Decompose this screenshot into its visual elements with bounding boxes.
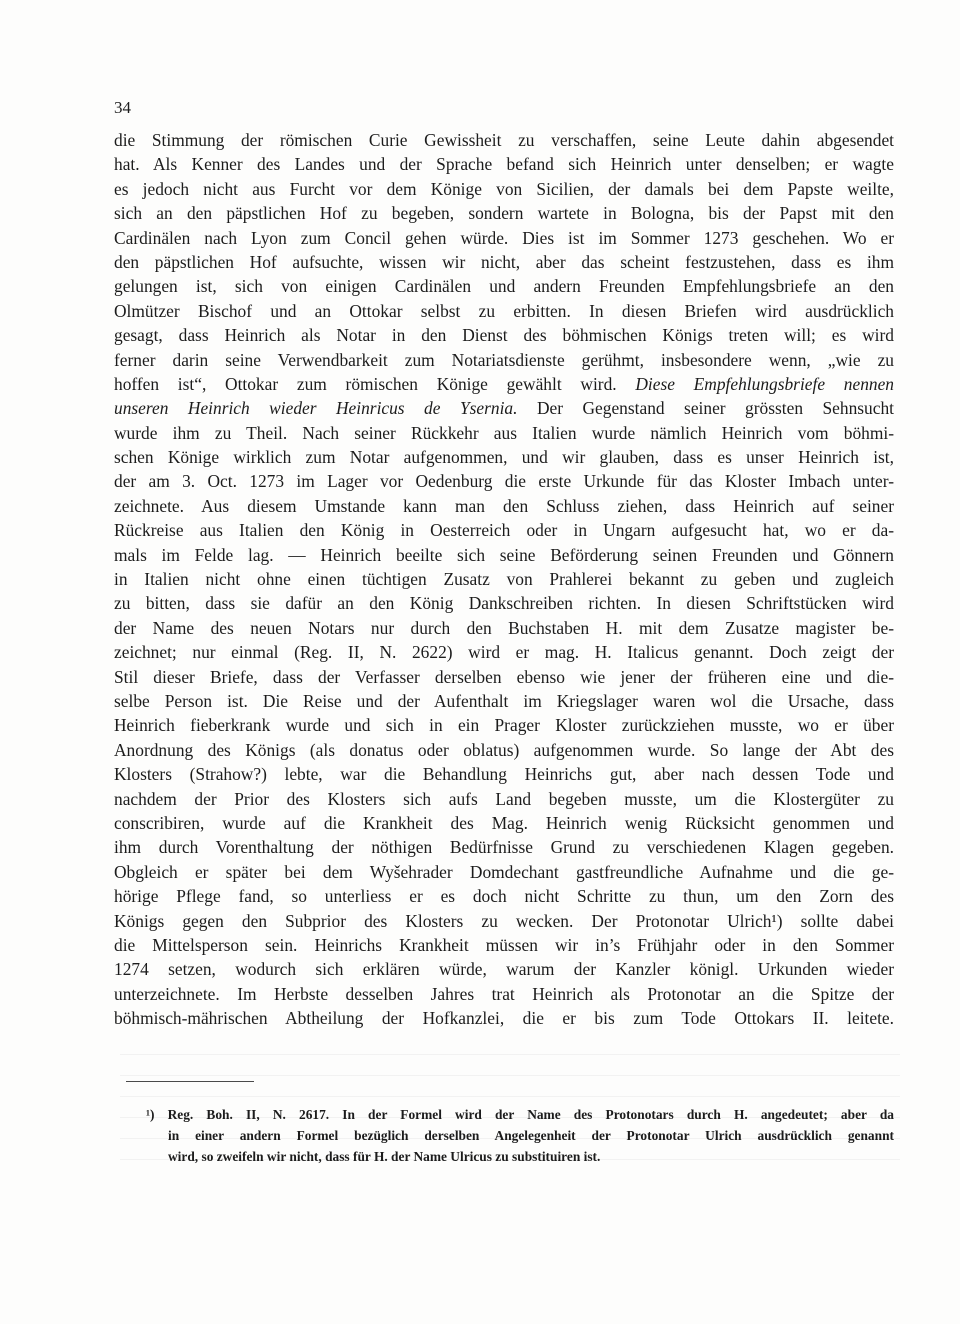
text-line: gesagt, dass Heinrich als Notar in den Dienst des böhmischen Königs treten will; es wird bbox=[114, 325, 894, 346]
footnote-line: wird, so zweifeln wir nicht, dass für H. der Name Ulricus zu substituiren ist. bbox=[168, 1149, 601, 1164]
text-line: zu bitten, dass sie dafür an den König Dankschreiben richten. In diesen Schriftstücken wird bbox=[114, 593, 894, 614]
text-line: böhmisch-mährischen Abtheilung der Hofkanzlei, die er bis zum Tode Ottokars II. leitete. bbox=[114, 1008, 894, 1029]
italic-text: unseren Heinrich wieder Heinricus de Ysernia. bbox=[114, 398, 518, 419]
footnote-line: ¹) Reg. Boh. II, N. 2617. In der Formel wird der Name des Protonotars durch H. angedeutet; aber da bbox=[146, 1107, 894, 1122]
text-line: hörige Pflege fand, so unterliess er es doch nicht Schritte zu thun, um den Zorn des bbox=[114, 886, 894, 907]
text-line: 1274 setzen, wodurch sich erklären würde, warum der Kanzler königl. Urkunden wieder bbox=[114, 959, 894, 980]
text-line: nachdem der Prior des Klosters sich aufs Land begeben musste, um die Klostergüter zu bbox=[114, 788, 894, 809]
text-line: selbe Person ist. Die Reise und der Aufenthalt im Kriegslager waren wol die Ursache, dass bbox=[114, 690, 894, 711]
text-line: Obgleich er später bei dem Wyšehrader Domdechant gastfreundliche Aufnahme und die ge- bbox=[114, 861, 894, 882]
body-text bbox=[114, 128, 894, 1030]
text-line: zeichnet; nur einmal (Reg. II, N. 2622) wird er mag. H. Italicus genannt. Doch zeigt der bbox=[114, 642, 894, 663]
text-line: den päpstlichen Hof aufsuchte, wissen wir nicht, aber das scheint festzustehen, dass es ihm bbox=[114, 251, 894, 272]
text-line: Cardinälen nach Lyon zum Concil gehen würde. Dies ist im Sommer 1273 geschehen. Wo er bbox=[114, 227, 894, 248]
footnote-line: in einer andern Formel bezüglich derselben Angelegenheit der Protonotar Ulrich ausdrücklich genannt bbox=[168, 1128, 894, 1143]
text-line: Klosters (Strahow?) lebte, war die Behandlung Heinrichs gut, aber nach dessen Tode und bbox=[114, 764, 894, 785]
text-line: der Name des neuen Notars nur durch den Buchstaben H. mit dem Zusatze magister be- bbox=[114, 617, 894, 638]
text-line: Anordnung des Königs (als donatus oder oblatus) aufgenommen wurde. So lange der Abt des bbox=[114, 739, 894, 760]
text-line: es jedoch nicht aus Furcht vor dem Könige von Sicilien, der damals bei dem Papste weilte, bbox=[114, 178, 894, 199]
text-line: schen Könige wirklich zum Notar aufgenommen, und wir glauben, dass es unser Heinrich ist, bbox=[114, 447, 894, 468]
text-line: die Mittelsperson sein. Heinrichs Krankheit müssen wir in’s Frühjahr oder in den Sommer bbox=[114, 934, 894, 955]
text-line: Rückreise aus Italien den König in Oesterreich oder in Ungarn aufgesucht hat, wo er da- bbox=[114, 520, 894, 541]
text-line: gelungen ist, sich von einigen Cardinälen und andern Freunden Empfehlungsbriefe an den bbox=[114, 276, 894, 297]
text-line: unterzeichnete. Im Herbste desselben Jahres trat Heinrich als Protonotar an die Spitze der bbox=[114, 983, 894, 1004]
text-line: Olmützer Bischof und an Ottokar selbst zu erbitten. In diesen Briefen wird ausdrücklich bbox=[114, 300, 894, 321]
text-line-roman: Der Gegenstand seiner grössten Sehnsucht bbox=[536, 398, 894, 419]
text-line: conscribiren, wurde auf die Krankheit des Mag. Heinrich wenig Rücksicht genommen und bbox=[114, 812, 894, 833]
text-line: ferner darin seine Verwendbarkeit zum Notariatsdienste gerühmt, insbesondere wenn, „wie zu bbox=[114, 349, 894, 370]
italic-text: Diese Empfehlungsbriefe nennen bbox=[635, 373, 894, 394]
text-line bbox=[114, 372, 894, 396]
text-line: hat. Als Kenner des Landes und der Sprache befand sich Heinrich unter denselben; er wagte bbox=[114, 154, 894, 175]
text-line-roman: hoffen ist“, Ottokar zum römischen Könige gewählt wird. bbox=[114, 373, 617, 394]
footnote-divider bbox=[126, 1081, 254, 1082]
text-line: mals im Felde lag. — Heinrich beeilte sich seine Beförderung seinen Freunden und Gönnern bbox=[114, 544, 894, 565]
text-line: Stil dieser Briefe, dass der Verfasser derselben ebenso wie jener der früheren eine und die- bbox=[114, 666, 894, 687]
footnotes bbox=[146, 1104, 894, 1167]
text-line: ihm durch Vorenthaltung der nöthigen Bedürfnisse Grund zu verschiedenen Klagen gegeben. bbox=[114, 837, 894, 858]
text-line: sich an den päpstlichen Hof zu begeben, sondern wartete in Bologna, bis der Papst mit den bbox=[114, 203, 894, 224]
page-number: 34 bbox=[114, 98, 131, 117]
text-line: in Italien nicht ohne einen tüchtigen Zusatz von Prahlerei bekannt zu geben und zugleich bbox=[114, 569, 894, 590]
text-line: die Stimmung der römischen Curie Gewissheit zu verschaffen, seine Leute dahin abgesendet bbox=[114, 130, 894, 150]
text-line: der am 3. Oct. 1273 im Lager vor Oedenburg die erste Urkunde für das Kloster Imbach unter- bbox=[114, 471, 894, 492]
text-line: Königs gegen den Subprior des Klosters zu wecken. Der Protonotar Ulrich¹) sollte dabei bbox=[114, 910, 894, 931]
text-line: wurde ihm zu Theil. Nach seiner Rückkehr aus Italien wurde nämlich Heinrich vom böhmi- bbox=[114, 422, 894, 443]
text-line: Heinrich fieberkrank wurde und sich in ein Prager Kloster zurückziehen musste, wo er über bbox=[114, 715, 894, 736]
text-line bbox=[114, 396, 894, 420]
text-line: zeichnete. Aus diesem Umstande kann man den Schluss ziehen, dass Heinrich auf seiner bbox=[114, 495, 894, 516]
